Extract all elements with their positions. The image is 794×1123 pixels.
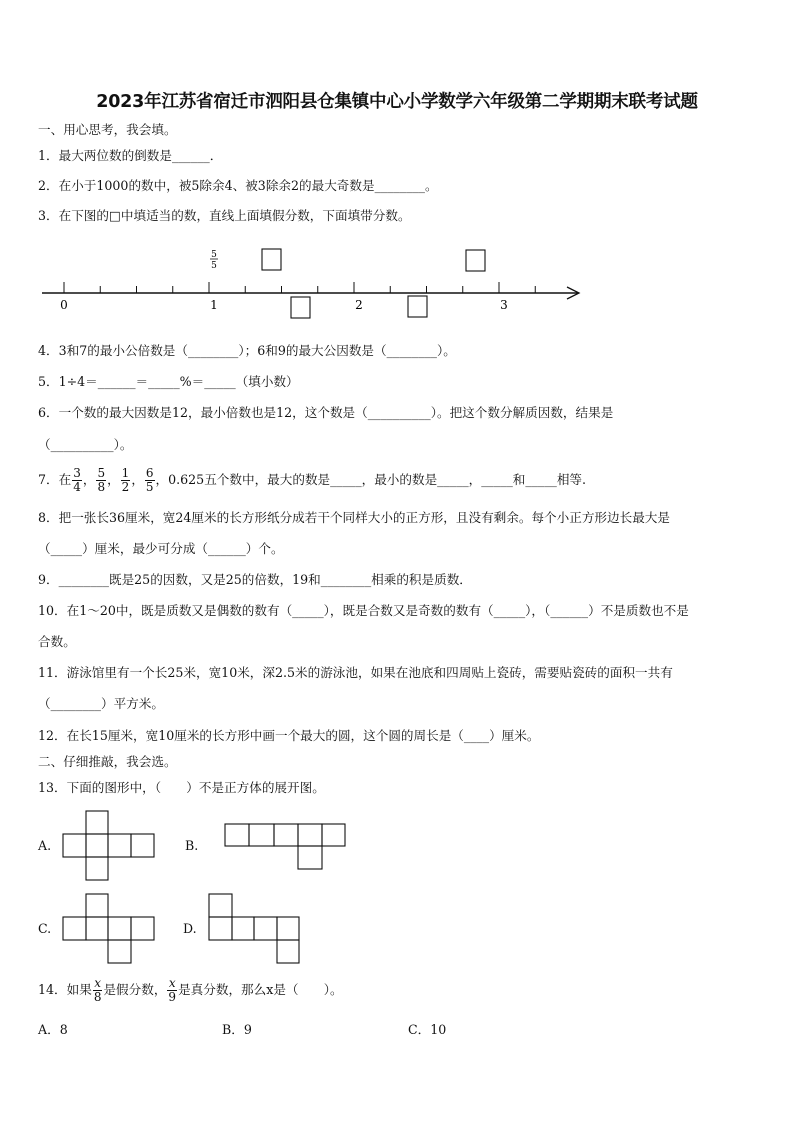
q7-prefix: 7．在 — [38, 472, 72, 487]
q14-option-c[interactable]: C．10 — [408, 1022, 447, 1037]
q7-suffix: ，0.625五个数中，最大的数是_____，最小的数是_____，_____和_____相等. — [155, 472, 587, 487]
question-7: 7．在 $\frac{3}{4}$ ， $\frac{5}{8}$ ， $\frac{1}{2}$ ， $\frac{6}{5}$ ，0.625五个数中，最大的数是_____，最小的数是_____，_____和_____相等. — [38, 466, 587, 494]
fraction-1-2: $\frac{1}{2}$ — [121, 466, 130, 494]
tick-label-2: 2 — [355, 298, 363, 312]
question-12: 12．在长15厘米，宽10厘米的长方形中画一个最大的圆，这个圆的周长是（____）厘米。 — [38, 728, 540, 743]
question-4: 4．3和7的最小公倍数是（________）；6和9的最大公因数是（________）。 — [38, 343, 456, 358]
question-1: 1．最大两位数的倒数是______． — [38, 148, 223, 163]
tick-label-3: 3 — [500, 298, 508, 312]
question-2: 2．在小于1000的数中，被5除余4、被3除余2的最大奇数是________。 — [38, 178, 438, 193]
question-8-line-1: 8．把一张长36厘米，宽24厘米的长方形纸分成若干个同样大小的正方形，且没有剩余。每个小正方形边长最大是 — [38, 510, 670, 525]
q14-option-b[interactable]: B．9 — [222, 1022, 252, 1037]
answer-box-bottom-2[interactable] — [408, 296, 427, 317]
cube-net-a[interactable] — [62, 810, 158, 882]
option-c-label[interactable]: C. — [38, 921, 52, 936]
q14-option-a[interactable]: A．8 — [38, 1022, 68, 1037]
fraction-3-4: $\frac{3}{4}$ — [73, 466, 81, 494]
question-6-line-1: 6．一个数的最大因数是12，最小倍数也是12，这个数是（__________）。把这个数分解质因数，结果是 — [38, 405, 614, 420]
cube-net-c[interactable] — [62, 893, 158, 965]
fraction-x-8: $\frac{x}{8}$ — [93, 976, 102, 1004]
question-5: 5．1÷4＝______＝_____%＝_____（填小数） — [38, 374, 299, 389]
fraction-6-5: $\frac{6}{5}$ — [145, 466, 154, 494]
section-2-heading: 二、仔细推敲，我会选。 — [38, 754, 177, 769]
question-10-line-2: 合数。 — [38, 634, 76, 649]
number-line — [38, 240, 588, 322]
question-14: 14．如果 $\frac{x}{8}$ 是假分数， $\frac{x}{9}$ 是真分数，那么x是（ ）。 — [38, 976, 343, 1004]
fraction-denominator: 5 — [211, 261, 217, 271]
question-10-line-1: 10．在1～20中，既是质数又是偶数的数有（_____），既是合数又是奇数的数有（_____），（______）不是质数也不是 — [38, 603, 689, 618]
page-title: 2023年江苏省宿迁市泗阳县仓集镇中心小学数学六年级第二学期期末联考试题 — [96, 92, 698, 112]
section-1-heading: 一、用心思考，我会填。 — [38, 122, 177, 137]
question-9: 9．________既是25的因数，又是25的倍数，19和________相乘的积是质数． — [38, 572, 472, 587]
option-a-label[interactable]: A. — [38, 838, 52, 853]
question-11-line-2: （________）平方米。 — [38, 696, 164, 711]
tick-label-0: 0 — [60, 298, 68, 312]
question-13: 13．下面的图形中，（ ）不是正方体的展开图。 — [38, 780, 325, 795]
question-11-line-1: 11．游泳馆里有一个长25米，宽10米，深2.5米的游泳池，如果在池底和四周贴上瓷砖，需要贴瓷砖的面积一共有 — [38, 665, 673, 680]
fraction-5-8: $\frac{5}{8}$ — [97, 466, 106, 494]
cube-net-b[interactable] — [224, 823, 348, 871]
question-8-line-2: （_____）厘米，最少可分成（______）个。 — [38, 541, 284, 556]
answer-box-top-2[interactable] — [466, 250, 485, 271]
tick-label-1: 1 — [210, 298, 218, 312]
answer-box-top-1[interactable] — [262, 249, 281, 270]
question-6-line-2: （__________）。 — [38, 437, 133, 452]
cube-net-d[interactable] — [208, 893, 304, 965]
answer-box-bottom-1[interactable] — [291, 297, 310, 318]
option-d-label[interactable]: D. — [183, 921, 197, 936]
fraction-numerator: 5 — [211, 250, 217, 260]
question-3: 3．在下图的□中填适当的数，直线上面填假分数，下面填带分数。 — [38, 208, 411, 223]
fraction-x-9: $\frac{x}{9}$ — [168, 976, 177, 1004]
option-b-label[interactable]: B. — [185, 838, 199, 853]
